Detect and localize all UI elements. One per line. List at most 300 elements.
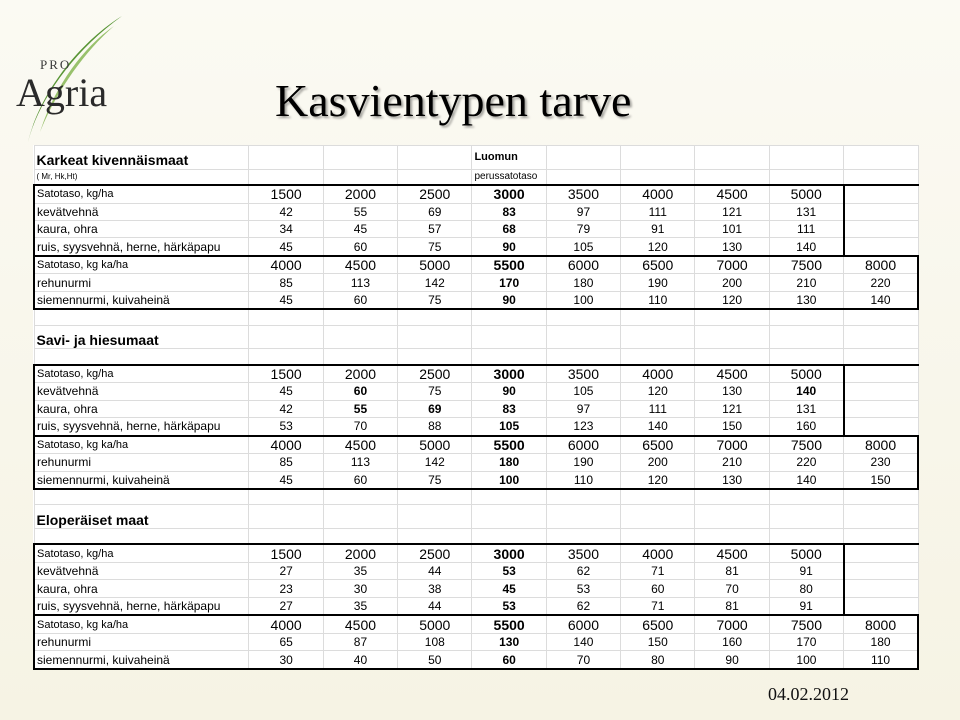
crop-name: ruis, syysvehnä, herne, härkäpapu [34,597,249,615]
value-cell: 91 [769,597,843,615]
value-cell: 55 [323,203,397,220]
value-cell: 5500 [472,615,546,633]
value-cell: 6500 [621,436,695,454]
value-cell: 6500 [621,256,695,274]
empty-cell [249,349,323,365]
value-cell: 7500 [769,436,843,454]
spacer-row [34,309,918,325]
value-cell: 53 [546,580,620,597]
spacer-row [34,349,918,365]
empty-cell [844,169,918,185]
value-cell: 3500 [546,185,620,203]
crop-name: ruis, syysvehnä, herne, härkäpapu [34,418,249,436]
value-cell: 30 [323,580,397,597]
empty-cell [398,325,472,349]
logo-text-large: Agria [16,70,108,115]
empty-cell [323,169,397,185]
value-cell: 210 [769,274,843,291]
note-top: Luomun [472,146,546,170]
value-cell: 100 [472,471,546,489]
value-cell: 7000 [695,615,769,633]
value-cell: 110 [621,291,695,309]
crop-row [34,454,918,471]
value-cell: 5000 [769,544,843,562]
value-cell: 45 [249,291,323,309]
value-cell: 160 [695,633,769,650]
value-cell: 210 [695,454,769,471]
value-cell: 190 [621,274,695,291]
yield-level-row [34,256,918,274]
empty-cell [323,349,397,365]
value-cell: 35 [323,597,397,615]
note-bottom: perussatotaso [472,169,546,185]
crop-name: kaura, ohra [34,580,249,597]
value-cell: 60 [472,651,546,669]
crop-name: kevätvehnä [34,203,249,220]
value-cell: 65 [249,633,323,650]
value-cell: 101 [695,220,769,237]
value-cell: 75 [398,383,472,400]
page-title: Kasvientypen tarve [275,75,632,126]
value-cell: 121 [695,203,769,220]
value-cell: 70 [323,418,397,436]
value-cell: 45 [249,383,323,400]
value-cell: 5000 [398,436,472,454]
value-cell: 2000 [323,185,397,203]
value-cell: 50 [398,651,472,669]
value-cell: 83 [472,400,546,417]
value-cell: 120 [621,238,695,256]
value-cell: 123 [546,418,620,436]
value-cell: 4000 [621,185,695,203]
value-cell: 85 [249,274,323,291]
section-heading-row [34,146,918,170]
value-cell: 140 [769,383,843,400]
value-cell: 3000 [472,185,546,203]
value-cell: 3000 [472,544,546,562]
yield-level-row [34,544,918,562]
empty-cell [249,309,323,325]
value-cell: 62 [546,562,620,579]
value-cell: 190 [546,454,620,471]
empty-cell [249,489,323,505]
value-cell: 75 [398,238,472,256]
crop-row [34,383,918,400]
crop-row [34,418,918,436]
empty-cell [621,349,695,365]
value-cell: 88 [398,418,472,436]
value-cell: 60 [323,383,397,400]
value-cell: 79 [546,220,620,237]
value-cell: 180 [546,274,620,291]
value-cell: 4000 [249,256,323,274]
crop-row [34,238,918,256]
section-heading: Eloperäiset maat [34,505,249,529]
spacer-row [34,529,918,545]
empty-cell [695,169,769,185]
empty-cell [546,146,620,170]
value-cell: 4500 [323,256,397,274]
value-cell: 5000 [769,365,843,383]
empty-cell [695,529,769,545]
value-cell: 55 [323,400,397,417]
empty-cell [398,489,472,505]
value-cell: 5000 [398,615,472,633]
value-cell: 160 [769,418,843,436]
value-cell: 2500 [398,185,472,203]
value-cell: 60 [323,291,397,309]
value-cell: 150 [844,471,918,489]
empty-cell [398,529,472,545]
value-cell: 45 [249,471,323,489]
empty-cell [34,489,249,505]
empty-cell [844,505,918,529]
value-cell: 3000 [472,365,546,383]
empty-cell [472,325,546,349]
value-cell: 23 [249,580,323,597]
empty-cell [844,309,918,325]
value-cell: 100 [546,291,620,309]
yield-level-label: Satotaso, kg/ha [34,544,249,562]
empty-cell [546,169,620,185]
value-cell: 120 [621,383,695,400]
value-cell: 57 [398,220,472,237]
value-cell: 1500 [249,185,323,203]
empty-cell [398,309,472,325]
empty-cell [844,597,918,615]
value-cell: 27 [249,562,323,579]
empty-cell [546,529,620,545]
empty-cell [844,185,918,203]
crop-name: kaura, ohra [34,220,249,237]
value-cell: 230 [844,454,918,471]
yield-level-label: Satotaso, kg ka/ha [34,436,249,454]
value-cell: 3500 [546,544,620,562]
value-cell: 45 [249,238,323,256]
date-footer: 04.02.2012 [768,684,849,704]
value-cell: 34 [249,220,323,237]
empty-cell [844,400,918,417]
value-cell: 81 [695,562,769,579]
crop-name: kevätvehnä [34,383,249,400]
value-cell: 40 [323,651,397,669]
empty-cell [621,529,695,545]
value-cell: 5000 [398,256,472,274]
value-cell: 113 [323,274,397,291]
value-cell: 5500 [472,256,546,274]
logo-text-small: PRO [40,57,72,72]
empty-cell [249,146,323,170]
empty-cell [844,146,918,170]
crop-row [34,220,918,237]
empty-cell [621,325,695,349]
value-cell: 91 [621,220,695,237]
value-cell: 110 [844,651,918,669]
value-cell: 60 [621,580,695,597]
value-cell: 110 [546,471,620,489]
crop-name: rehunurmi [34,274,249,291]
value-cell: 44 [398,597,472,615]
empty-cell [323,505,397,529]
empty-cell [323,489,397,505]
empty-cell [472,309,546,325]
empty-cell [769,349,843,365]
empty-cell [695,349,769,365]
crop-row [34,400,918,417]
value-cell: 53 [472,597,546,615]
value-cell: 120 [621,471,695,489]
value-cell: 142 [398,454,472,471]
empty-cell [323,309,397,325]
empty-cell [249,529,323,545]
value-cell: 8000 [844,256,918,274]
crop-name: siemennurmi, kuivaheinä [34,651,249,669]
empty-cell [844,529,918,545]
value-cell: 131 [769,203,843,220]
soil-sublabel: ( Mr, Hk,Ht) [34,169,249,185]
value-cell: 2500 [398,544,472,562]
value-cell: 69 [398,203,472,220]
yield-level-label: Satotaso, kg ka/ha [34,256,249,274]
value-cell: 130 [769,291,843,309]
empty-cell [621,505,695,529]
value-cell: 1500 [249,544,323,562]
empty-cell [695,309,769,325]
value-cell: 80 [769,580,843,597]
value-cell: 97 [546,203,620,220]
value-cell: 85 [249,454,323,471]
value-cell: 7000 [695,436,769,454]
value-cell: 90 [472,238,546,256]
yield-level-label: Satotaso, kg/ha [34,185,249,203]
empty-cell [472,489,546,505]
value-cell: 140 [844,291,918,309]
value-cell: 111 [769,220,843,237]
empty-cell [472,529,546,545]
value-cell: 180 [844,633,918,650]
empty-cell [249,325,323,349]
value-cell: 142 [398,274,472,291]
value-cell: 97 [546,400,620,417]
value-cell: 105 [546,238,620,256]
empty-cell [844,325,918,349]
value-cell: 4500 [695,185,769,203]
value-cell: 220 [769,454,843,471]
value-cell: 131 [769,400,843,417]
value-cell: 170 [472,274,546,291]
value-cell: 140 [769,238,843,256]
empty-cell [844,220,918,237]
value-cell: 81 [695,597,769,615]
value-cell: 91 [769,562,843,579]
crop-name: siemennurmi, kuivaheinä [34,291,249,309]
empty-cell [844,349,918,365]
value-cell: 71 [621,562,695,579]
value-cell: 140 [621,418,695,436]
value-cell: 180 [472,454,546,471]
yield-level-row [34,436,918,454]
value-cell: 60 [323,238,397,256]
empty-cell [323,325,397,349]
value-cell: 1500 [249,365,323,383]
value-cell: 62 [546,597,620,615]
value-cell: 140 [546,633,620,650]
value-cell: 7500 [769,256,843,274]
empty-cell [621,309,695,325]
crop-row [34,471,918,489]
empty-cell [621,146,695,170]
crop-row [34,580,918,597]
value-cell: 75 [398,471,472,489]
value-cell: 130 [695,383,769,400]
value-cell: 8000 [844,436,918,454]
value-cell: 44 [398,562,472,579]
crop-name: siemennurmi, kuivaheinä [34,471,249,489]
empty-cell [398,146,472,170]
empty-cell [398,169,472,185]
empty-cell [769,146,843,170]
crop-row [34,291,918,309]
value-cell: 130 [695,471,769,489]
crop-row [34,562,918,579]
value-cell: 71 [621,597,695,615]
value-cell: 140 [769,471,843,489]
empty-cell [398,505,472,529]
value-cell: 100 [769,651,843,669]
value-cell: 45 [323,220,397,237]
empty-cell [323,529,397,545]
value-cell: 35 [323,562,397,579]
value-cell: 7000 [695,256,769,274]
spacer-row [34,489,918,505]
value-cell: 83 [472,203,546,220]
yield-level-row [34,365,918,383]
empty-cell [844,418,918,436]
value-cell: 121 [695,400,769,417]
empty-cell [769,505,843,529]
value-cell: 90 [472,383,546,400]
crop-name: rehunurmi [34,633,249,650]
value-cell: 5500 [472,436,546,454]
value-cell: 53 [472,562,546,579]
value-cell: 30 [249,651,323,669]
crop-row [34,633,918,650]
value-cell: 105 [546,383,620,400]
value-cell: 70 [695,580,769,597]
empty-cell [695,489,769,505]
empty-cell [472,349,546,365]
empty-cell [546,505,620,529]
value-cell: 90 [695,651,769,669]
empty-cell [844,544,918,562]
empty-cell [844,562,918,579]
empty-cell [249,505,323,529]
value-cell: 68 [472,220,546,237]
empty-cell [546,489,620,505]
value-cell: 4000 [621,365,695,383]
crop-row [34,597,918,615]
yield-level-row [34,615,918,633]
empty-cell [323,146,397,170]
value-cell: 220 [844,274,918,291]
empty-cell [695,146,769,170]
value-cell: 3500 [546,365,620,383]
empty-cell [769,325,843,349]
value-cell: 6500 [621,615,695,633]
yield-level-label: Satotaso, kg ka/ha [34,615,249,633]
section-heading-row [34,325,918,349]
value-cell: 2500 [398,365,472,383]
value-cell: 42 [249,400,323,417]
value-cell: 200 [695,274,769,291]
section-sub-row [34,169,918,185]
empty-cell [695,505,769,529]
empty-cell [621,489,695,505]
empty-cell [472,505,546,529]
fertilizer-table [33,145,919,670]
value-cell: 6000 [546,256,620,274]
empty-cell [844,365,918,383]
value-cell: 7500 [769,615,843,633]
value-cell: 42 [249,203,323,220]
value-cell: 150 [695,418,769,436]
empty-cell [621,169,695,185]
empty-cell [546,349,620,365]
crop-row [34,274,918,291]
section-heading-row [34,505,918,529]
value-cell: 150 [621,633,695,650]
value-cell: 45 [472,580,546,597]
value-cell: 4500 [323,436,397,454]
empty-cell [769,489,843,505]
value-cell: 113 [323,454,397,471]
section-heading: Savi- ja hiesumaat [34,325,249,349]
value-cell: 90 [472,291,546,309]
crop-row [34,203,918,220]
empty-cell [34,309,249,325]
value-cell: 4000 [249,436,323,454]
empty-cell [769,169,843,185]
empty-cell [769,309,843,325]
value-cell: 170 [769,633,843,650]
value-cell: 108 [398,633,472,650]
empty-cell [769,529,843,545]
empty-cell [844,383,918,400]
value-cell: 4500 [323,615,397,633]
value-cell: 53 [249,418,323,436]
value-cell: 4500 [695,365,769,383]
section-heading: Karkeat kivennäismaat [34,146,249,170]
empty-cell [844,580,918,597]
value-cell: 87 [323,633,397,650]
value-cell: 105 [472,418,546,436]
value-cell: 38 [398,580,472,597]
crop-name: kevätvehnä [34,562,249,579]
crop-name: kaura, ohra [34,400,249,417]
value-cell: 6000 [546,436,620,454]
value-cell: 70 [546,651,620,669]
value-cell: 6000 [546,615,620,633]
value-cell: 130 [695,238,769,256]
value-cell: 4000 [249,615,323,633]
value-cell: 8000 [844,615,918,633]
value-cell: 4000 [621,544,695,562]
empty-cell [34,529,249,545]
proagria-logo [10,12,140,152]
value-cell: 2000 [323,365,397,383]
value-cell: 200 [621,454,695,471]
value-cell: 111 [621,400,695,417]
